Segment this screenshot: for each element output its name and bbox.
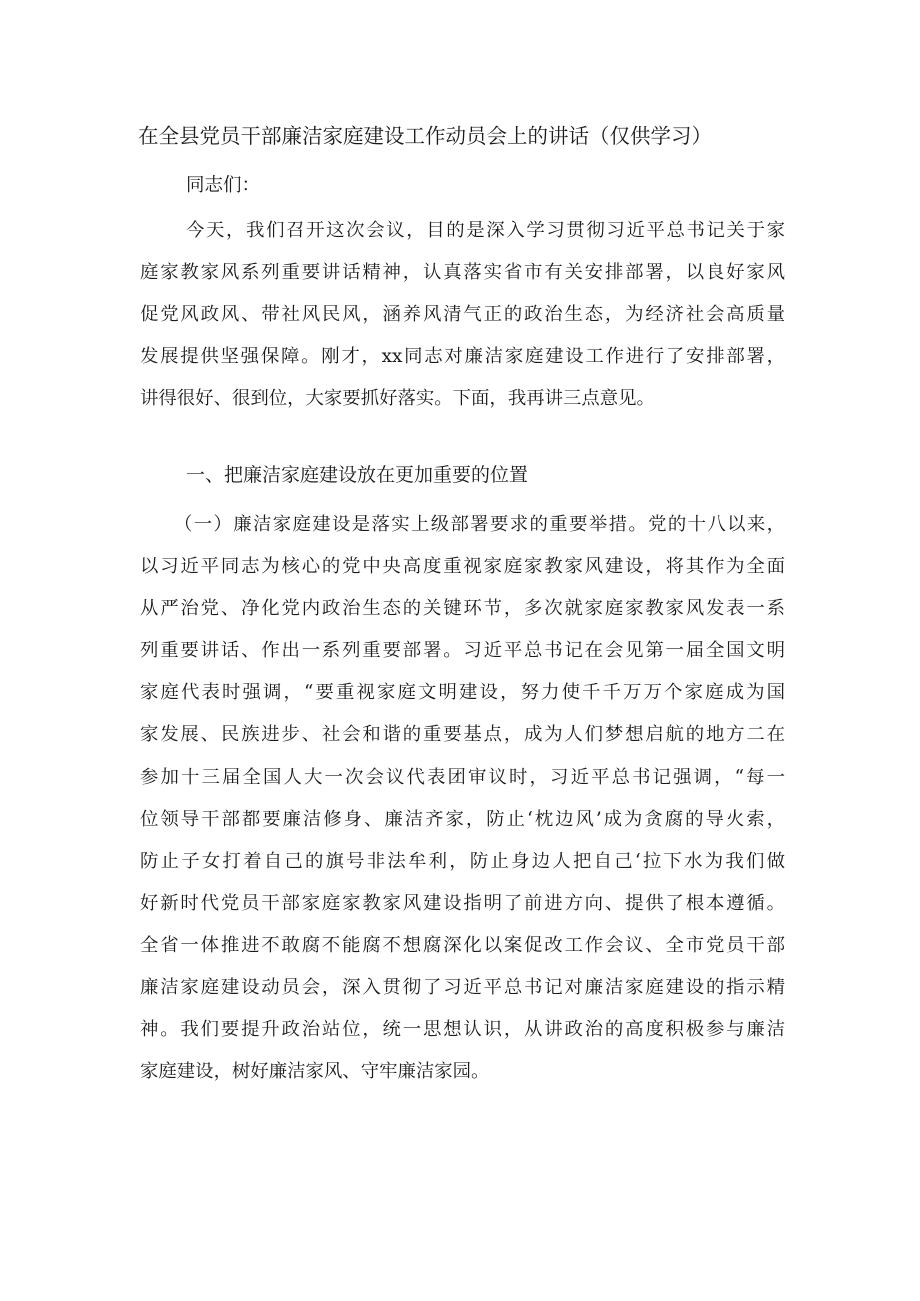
section-1-paragraph: [140, 504, 785, 1093]
section-heading: 一、把廉洁家庭建设放在更加重要的位置: [186, 464, 529, 486]
paragraph-line: 家庭代表时强调，“要重视家庭文明建设，努力使千千万万个家庭成为国: [140, 682, 785, 704]
paragraph-line: 家发展、民族进步、社会和谐的重要基点，成为人们梦想启航的地方二在: [140, 724, 785, 746]
paragraph-line: 好新时代党员干部家庭家教家风建设指明了前进方向、提供了根本遵循。: [140, 892, 785, 914]
paragraph-line: 全省一体推进不敢腐不能腐不想腐深化以案促改工作会议、全市党员干部: [140, 934, 785, 956]
paragraph-line: 讲得很好、很到位，大家要抓好落实。下面，我再讲三点意见。: [140, 388, 655, 410]
intro-paragraph: [140, 210, 785, 420]
paragraph-line: 列重要讲话、作出一系列重要部署。习近平总书记在会见第一届全国文明: [140, 640, 785, 662]
paragraph-line: 从严治党、净化党内政治生态的关键环节，多次就家庭家教家风发表一系: [140, 598, 785, 620]
paragraph-line: 促党风政风、带社风民风，涵养风清气正的政治生态，为经济社会高质量: [140, 304, 785, 326]
paragraph-line: 庭家教家风系列重要讲话精神，认真落实省市有关安排部署，以良好家风: [140, 262, 785, 284]
paragraph-line: 防止子女打着自己的旗号非法牟利，防止身边人把自己‘拉下水为我们做: [140, 850, 785, 872]
paragraph-line: 位领导干部都要廉洁修身、廉洁齐家，防止‘枕边风’成为贪腐的导火索，: [140, 808, 785, 830]
paragraph-line: 以习近平同志为核心的党中央高度重视家庭家教家风建设，将其作为全面: [140, 556, 785, 578]
paragraph-line: 家庭建设，树好廉洁家风、守牢廉洁家园。: [140, 1061, 490, 1083]
paragraph-line: 发展提供坚强保障。刚才，xx同志对廉洁家庭建设工作进行了安排部署，: [140, 346, 785, 368]
salutation: 同志们：: [186, 175, 261, 196]
paragraph-line: 参加十三届全国人大一次会议代表团审议时，习近平总书记强调，“每一: [140, 766, 785, 788]
paragraph-line: 廉洁家庭建设动员会，深入贯彻了习近平总书记对廉洁家庭建设的指示精: [140, 977, 785, 999]
paragraph-line: 今天，我们召开这次会议，目的是深入学习贯彻习近平总书记关于家: [186, 220, 785, 241]
paragraph-line: 神。我们要提升政治站位，统一思想认识，从讲政治的高度积极参与廉洁: [140, 1019, 785, 1041]
document-title: 在全县党员干部廉洁家庭建设工作动员会上的讲话（仅供学习）: [138, 124, 712, 148]
paragraph-line: （一）廉洁家庭建设是落实上级部署要求的重要举措。党的十八以来，: [174, 514, 785, 535]
